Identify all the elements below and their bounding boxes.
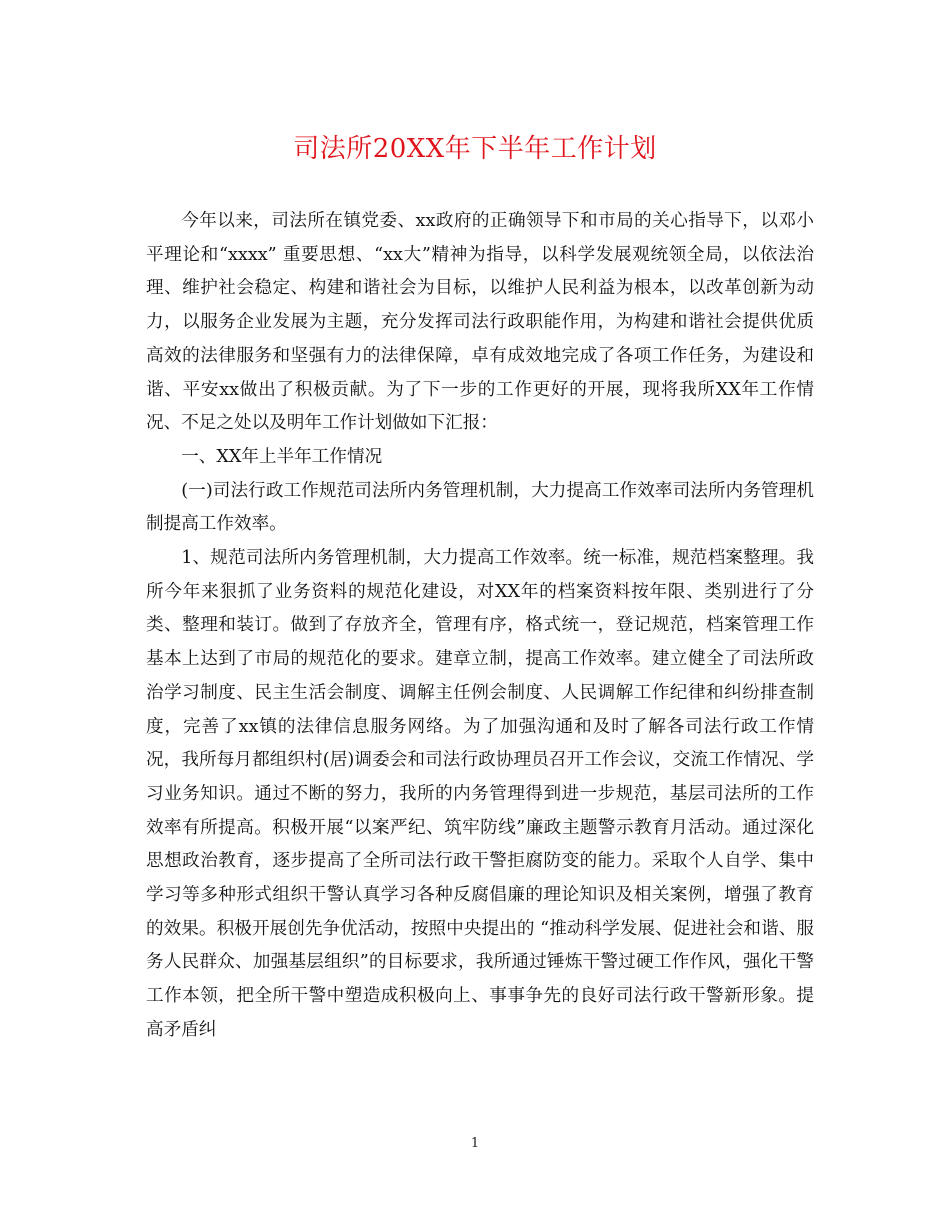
body-paragraph: 1、规范司法所内务管理机制，大力提高工作效率。统一标准，规范档案整理。我所今年来狠抓了业务资料的规范化建设，对XX年的档案资料按年限、类别进行了分类、整理和装订。做到了存放齐全，管理有序，格式统一，登记规范，档案管理工作基本上达到了市局的规范化的要求。建章立制，提高工作效率。建立健全了司法所政治学习制度、民主生活会制度、调解主任例会制度、人民调解工作纪律和纠纷排查制度，完善了xx镇的法律信息服务网络。为了加强沟通和及时了解各司法行政工作情况，我所每月都组织村(居)调委会和司法行政协理员召开工作会议，交流工作情况、学习业务知识。通过不断的努力，我所的内务管理得到进一步规范，基层司法所的工作效率有所提高。积极开展“以案严纪、筑牢防线”廉政主题警示教育月活动。通过深化思想政治教育，逐步提高了全所司法行政干警拒腐防变的能力。采取个人自学、集中学习等多种形式组织干警认真学习各种反腐倡廉的理论知识及相关案例，增强了教育的效果。积极开展创先争优活动，按照中央提出的 “推动科学发展、促进社会和谐、服务人民群众、加强基层组织”的目标要求，我所通过锤炼干警过硬工作作风，强化干警工作本领，把全所干警中塑造成积极向上、事事争先的良好司法行政干警新形象。提高矛盾纠 [146,548,814,1040]
subsection-heading: (一)司法行政工作规范司法所内务管理机制，大力提高工作效率司法所内务管理机制提高工作效率。 [146,480,814,535]
page-number: 1 [470,1136,480,1151]
document-title: 司法所20XX年下半年工作计划 [293,134,657,164]
intro-paragraph: 今年以来，司法所在镇党委、xx政府的正确领导下和市局的关心指导下，以邓小平理论和“xxxx” 重要思想、“xx大”精神为指导，以科学发展观统领全局，以依法治理、维护社会稳定、构建和谐社会为目标，以维护人民利益为根本，以改革创新为动力，以服务企业发展为主题，充分发挥司法行政职能作用，为构建和谐社会提供优质高效的法律服务和坚强有力的法律保障，卓有成效地完成了各项工作任务，为建设和谐、平安xx做出了积极贡献。为了下一步的工作更好的开展，现将我所XX年工作情况、不足之处以及明年工作计划做如下汇报： [146,211,814,434]
document-body [146,205,814,1048]
section-heading: 一、XX年上半年工作情况 [181,446,383,467]
